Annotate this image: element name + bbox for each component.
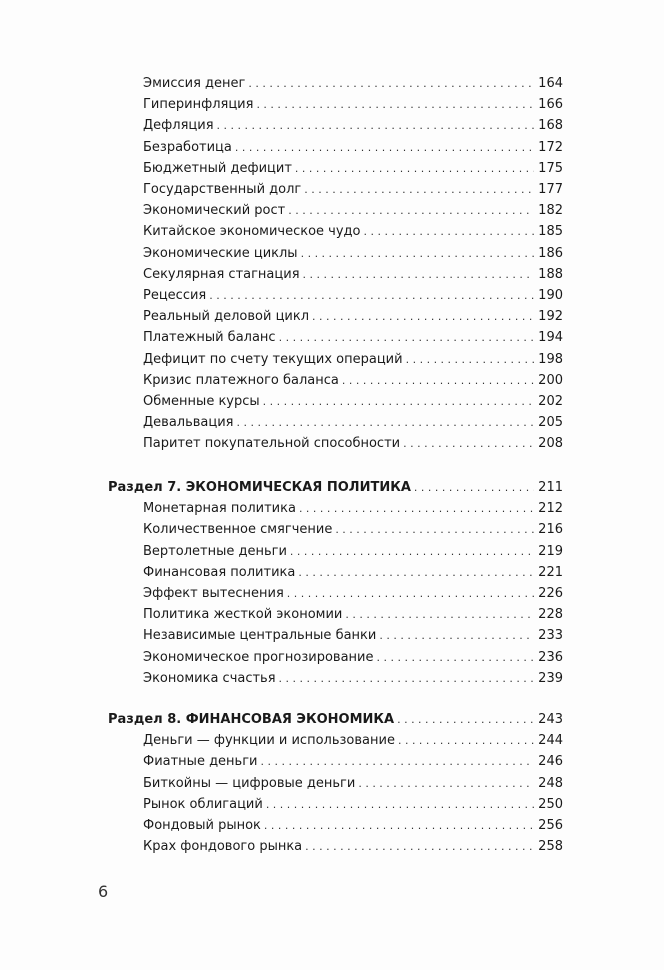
dot-leader — [363, 221, 534, 242]
toc-entry — [143, 583, 563, 604]
toc-title: Вертолетные деньги — [143, 544, 287, 559]
dot-leader — [295, 158, 534, 179]
toc-entry — [143, 773, 563, 794]
dot-leader — [379, 625, 534, 646]
toc-entry — [143, 179, 563, 200]
toc-entry — [143, 73, 563, 94]
toc-page-number: 175 — [538, 161, 563, 176]
dot-leader — [261, 751, 535, 772]
toc-title: Деньги — функции и использование — [143, 733, 395, 748]
dot-leader — [376, 647, 534, 668]
toc-page-number: 226 — [538, 586, 563, 601]
dot-leader — [299, 498, 534, 519]
toc-entry — [143, 433, 563, 454]
toc-page-number: 243 — [538, 712, 563, 727]
toc-title: Платежный баланс — [143, 330, 276, 345]
toc-title: Монетарная политика — [143, 501, 296, 516]
toc-entry — [143, 285, 563, 306]
toc-entry — [143, 94, 563, 115]
dot-leader — [358, 773, 534, 794]
toc-title: Паритет покупательной способности — [143, 436, 401, 451]
toc-page-number: 216 — [538, 522, 563, 537]
toc-title: Эффект вытеснения — [143, 586, 284, 601]
dot-leader — [263, 391, 534, 412]
toc-entry — [143, 412, 563, 433]
toc-page-number: 221 — [538, 565, 563, 580]
dot-leader — [217, 115, 534, 136]
toc-title: Бюджетный дефицит — [143, 161, 292, 176]
dot-leader — [290, 541, 534, 562]
toc-page-number: 182 — [538, 203, 563, 218]
dot-leader — [237, 412, 535, 433]
toc-title: Рецессия — [143, 288, 207, 303]
toc-title: Количественное смягчение — [143, 522, 333, 537]
toc-entry — [143, 306, 563, 327]
dot-leader — [264, 815, 534, 836]
toc-title: Крах фондового рынка — [143, 839, 303, 854]
toc-page-number: 219 — [538, 544, 563, 559]
dot-leader — [305, 836, 534, 857]
dot-leader — [266, 794, 534, 815]
toc-section-heading — [108, 477, 563, 498]
toc-title: Фондовый рынок — [143, 818, 261, 833]
toc-entry — [143, 836, 563, 857]
toc-title: Секулярная стагнация — [143, 267, 300, 282]
toc-title: Дефицит по счету текущих операций — [143, 352, 403, 367]
toc-entry — [143, 541, 563, 562]
toc-page-number: 228 — [538, 607, 563, 622]
toc-page-number: 200 — [538, 373, 563, 388]
toc-title: Эмиссия денег — [143, 76, 246, 91]
dot-leader — [303, 264, 534, 285]
toc-page-number: 205 — [538, 415, 563, 430]
toc-title: Дефляция — [143, 118, 214, 133]
toc-title: Раздел 8. ФИНАНСОВАЯ ЭКОНОМИКА — [108, 712, 395, 727]
toc-entry — [143, 115, 563, 136]
toc-entry — [143, 519, 563, 540]
toc-page-number: 168 — [538, 118, 563, 133]
toc-title: Китайское экономическое чудо — [143, 224, 361, 239]
toc-entry — [143, 751, 563, 772]
toc-title: Кризис платежного баланса — [143, 373, 339, 388]
dot-leader — [312, 306, 534, 327]
dot-leader — [414, 477, 534, 498]
dot-leader — [301, 243, 534, 264]
page-number: 6 — [98, 882, 109, 901]
toc-entry — [143, 647, 563, 668]
toc-page-number: 172 — [538, 140, 563, 155]
toc-page-number: 212 — [538, 501, 563, 516]
dot-leader — [304, 179, 534, 200]
toc-title: Реальный деловой цикл — [143, 309, 310, 324]
toc-entry — [143, 498, 563, 519]
dot-leader — [335, 519, 534, 540]
toc-title: Финансовая политика — [143, 565, 296, 580]
dot-leader — [406, 349, 534, 370]
toc-title: Политика жесткой экономии — [143, 607, 343, 622]
toc-page-number: 192 — [538, 309, 563, 324]
toc-page-number: 250 — [538, 797, 563, 812]
dot-leader — [248, 73, 534, 94]
dot-leader — [298, 562, 534, 583]
toc-page-number: 166 — [538, 97, 563, 112]
toc-title: Биткойны — цифровые деньги — [143, 776, 356, 791]
toc-entry — [143, 370, 563, 391]
toc-entry — [143, 391, 563, 412]
toc-page-number: 258 — [538, 839, 563, 854]
dot-leader — [209, 285, 534, 306]
toc-title: Фиатные деньги — [143, 754, 258, 769]
toc-page-number: 239 — [538, 671, 563, 686]
dot-leader — [288, 200, 534, 221]
toc-title: Экономический рост — [143, 203, 286, 218]
toc-entry — [143, 137, 563, 158]
toc-entry — [143, 625, 563, 646]
dot-leader — [403, 433, 534, 454]
dot-leader — [397, 709, 534, 730]
toc-page-number: 244 — [538, 733, 563, 748]
toc-title: Раздел 7. ЭКОНОМИЧЕСКАЯ ПОЛИТИКА — [108, 480, 411, 495]
toc-entry — [143, 327, 563, 348]
toc-entry — [143, 200, 563, 221]
toc-page-number: 186 — [538, 246, 563, 261]
toc-section-heading — [108, 709, 563, 730]
toc-entry — [143, 243, 563, 264]
toc-title: Девальвация — [143, 415, 234, 430]
dot-leader — [342, 370, 534, 391]
toc-title: Экономика счастья — [143, 671, 276, 686]
dot-leader — [235, 137, 534, 158]
toc-entry — [143, 815, 563, 836]
toc-title: Обменные курсы — [143, 394, 260, 409]
dot-leader — [279, 668, 534, 689]
toc-entry — [143, 158, 563, 179]
toc-entry — [143, 264, 563, 285]
toc-entry — [143, 349, 563, 370]
toc-page-number: 185 — [538, 224, 563, 239]
toc-page-number: 198 — [538, 352, 563, 367]
toc-title: Гиперинфляция — [143, 97, 254, 112]
toc-page-number: 177 — [538, 182, 563, 197]
toc-entry — [143, 604, 563, 625]
dot-leader — [398, 730, 534, 751]
toc-title: Экономическое прогнозирование — [143, 650, 374, 665]
toc-page-number: 202 — [538, 394, 563, 409]
toc-page-number: 256 — [538, 818, 563, 833]
toc-page-number: 188 — [538, 267, 563, 282]
toc-page-number: 246 — [538, 754, 563, 769]
toc-page-number: 211 — [538, 480, 563, 495]
toc-entry — [143, 221, 563, 242]
toc-entry — [143, 562, 563, 583]
dot-leader — [287, 583, 534, 604]
toc-title: Экономические циклы — [143, 246, 298, 261]
toc-title: Безработица — [143, 140, 232, 155]
toc-entry — [143, 730, 563, 751]
dot-leader — [256, 94, 534, 115]
toc-page-number: 208 — [538, 436, 563, 451]
toc-page-number: 190 — [538, 288, 563, 303]
toc-title: Рынок облигаций — [143, 797, 263, 812]
toc-page-number: 233 — [538, 628, 563, 643]
dot-leader — [279, 327, 534, 348]
dot-leader — [345, 604, 534, 625]
toc-page-number: 164 — [538, 76, 563, 91]
toc-page-number: 194 — [538, 330, 563, 345]
toc-title: Государственный долг — [143, 182, 302, 197]
toc-page-number: 248 — [538, 776, 563, 791]
toc-title: Независимые центральные банки — [143, 628, 377, 643]
toc-page-number: 236 — [538, 650, 563, 665]
toc-entry — [143, 794, 563, 815]
toc-entry — [143, 668, 563, 689]
